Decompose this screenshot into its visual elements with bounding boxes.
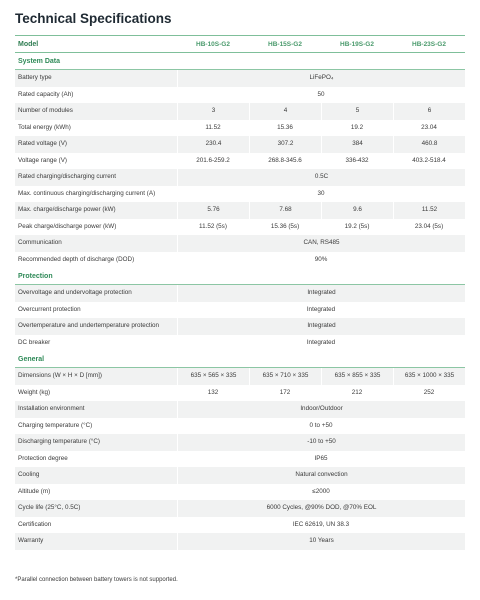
spec-value: 384 bbox=[321, 136, 393, 153]
spec-value-merged: 90% bbox=[177, 252, 465, 269]
spec-label: Certification bbox=[15, 517, 177, 534]
spec-row bbox=[15, 385, 465, 402]
spec-row bbox=[15, 70, 465, 87]
spec-value: 5 bbox=[321, 103, 393, 120]
spec-row bbox=[15, 87, 465, 104]
spec-row bbox=[15, 219, 465, 236]
page-title: Technical Specifications bbox=[15, 11, 172, 26]
spec-row bbox=[15, 451, 465, 468]
spec-value-merged: 30 bbox=[177, 186, 465, 203]
spec-label: Recommended depth of discharge (DOD) bbox=[15, 252, 177, 269]
spec-value: 4 bbox=[249, 103, 321, 120]
spec-label: Dimensions (W × H × D [mm]) bbox=[15, 368, 177, 385]
spec-value: 635 × 1000 × 335 bbox=[393, 368, 465, 385]
spec-value: 268.8-345.6 bbox=[249, 153, 321, 170]
spec-label: Rated charging/discharging current bbox=[15, 169, 177, 186]
spec-row bbox=[15, 533, 465, 550]
table-header-row bbox=[15, 35, 465, 53]
spec-value: 3 bbox=[177, 103, 249, 120]
section-header-row bbox=[15, 351, 465, 368]
spec-value: 172 bbox=[249, 385, 321, 402]
spec-value: 19.2 (5s) bbox=[321, 219, 393, 236]
spec-value: 5.76 bbox=[177, 202, 249, 219]
spec-value: 201.6-259.2 bbox=[177, 153, 249, 170]
spec-row bbox=[15, 418, 465, 435]
spec-value-merged: Integrated bbox=[177, 318, 465, 335]
spec-label: Overvoltage and undervoltage protection bbox=[15, 285, 177, 302]
spec-label: Max. charge/discharge power (kW) bbox=[15, 202, 177, 219]
spec-label: Installation environment bbox=[15, 401, 177, 418]
model-header: Model bbox=[15, 35, 177, 53]
spec-label: Overtemperature and undertemperature protection bbox=[15, 318, 177, 335]
spec-value: 635 × 565 × 335 bbox=[177, 368, 249, 385]
spec-label: Rated capacity (Ah) bbox=[15, 87, 177, 104]
spec-value-merged: IP65 bbox=[177, 451, 465, 468]
spec-label: Communication bbox=[15, 235, 177, 252]
spec-value: 132 bbox=[177, 385, 249, 402]
spec-row bbox=[15, 153, 465, 170]
model-column-header: HB-15S-G2 bbox=[249, 35, 321, 53]
spec-value: 635 × 710 × 335 bbox=[249, 368, 321, 385]
spec-label: Battery type bbox=[15, 70, 177, 87]
spec-value: 7.68 bbox=[249, 202, 321, 219]
spec-table-body bbox=[15, 53, 465, 550]
spec-value: 6 bbox=[393, 103, 465, 120]
spec-value-merged: IEC 62619, UN 38.3 bbox=[177, 517, 465, 534]
spec-value: 15.36 bbox=[249, 120, 321, 137]
model-column-header: HB-10S-G2 bbox=[177, 35, 249, 53]
spec-label: Warranty bbox=[15, 533, 177, 550]
spec-row bbox=[15, 120, 465, 137]
section-title: Protection bbox=[15, 268, 465, 285]
spec-value: 403.2-518.4 bbox=[393, 153, 465, 170]
spec-row bbox=[15, 368, 465, 385]
spec-value: 23.04 (5s) bbox=[393, 219, 465, 236]
spec-label: Protection degree bbox=[15, 451, 177, 468]
spec-value: 635 × 855 × 335 bbox=[321, 368, 393, 385]
spec-row bbox=[15, 186, 465, 203]
spec-label: Charging temperature (°C) bbox=[15, 418, 177, 435]
section-title: General bbox=[15, 351, 465, 368]
spec-value-merged: 10 Years bbox=[177, 533, 465, 550]
spec-row bbox=[15, 136, 465, 153]
spec-label: Number of modules bbox=[15, 103, 177, 120]
spec-value-merged: Integrated bbox=[177, 302, 465, 319]
spec-row bbox=[15, 285, 465, 302]
model-column-header: HB-23S-G2 bbox=[393, 35, 465, 53]
spec-value-merged: ≤2000 bbox=[177, 484, 465, 501]
spec-value-merged: 6000 Cycles, @90% DOD, @70% EOL bbox=[177, 500, 465, 517]
spec-value: 19.2 bbox=[321, 120, 393, 137]
spec-value: 11.52 bbox=[393, 202, 465, 219]
spec-label: DC breaker bbox=[15, 335, 177, 352]
spec-row bbox=[15, 434, 465, 451]
spec-label: Total energy (kWh) bbox=[15, 120, 177, 137]
spec-label: Max. continuous charging/discharging current (A) bbox=[15, 186, 177, 203]
spec-row bbox=[15, 401, 465, 418]
spec-label: Discharging temperature (°C) bbox=[15, 434, 177, 451]
spec-value: 252 bbox=[393, 385, 465, 402]
spec-row bbox=[15, 484, 465, 501]
spec-row bbox=[15, 335, 465, 352]
spec-value: 307.2 bbox=[249, 136, 321, 153]
spec-value-merged: Natural convection bbox=[177, 467, 465, 484]
model-column-header: HB-19S-G2 bbox=[321, 35, 393, 53]
spec-row bbox=[15, 252, 465, 269]
spec-value: 212 bbox=[321, 385, 393, 402]
spec-value: 9.6 bbox=[321, 202, 393, 219]
spec-row bbox=[15, 103, 465, 120]
section-header-row bbox=[15, 268, 465, 285]
spec-value: 230.4 bbox=[177, 136, 249, 153]
spec-row bbox=[15, 202, 465, 219]
spec-row bbox=[15, 500, 465, 517]
spec-value-merged: 0 to +50 bbox=[177, 418, 465, 435]
spec-row bbox=[15, 517, 465, 534]
section-header-row bbox=[15, 53, 465, 70]
spec-value-merged: Indoor/Outdoor bbox=[177, 401, 465, 418]
spec-row bbox=[15, 235, 465, 252]
spec-label: Rated voltage (V) bbox=[15, 136, 177, 153]
spec-label: Weight (kg) bbox=[15, 385, 177, 402]
spec-row bbox=[15, 169, 465, 186]
spec-label: Altitude (m) bbox=[15, 484, 177, 501]
spec-value: 15.36 (5s) bbox=[249, 219, 321, 236]
spec-row bbox=[15, 318, 465, 335]
spec-label: Cycle life (25°C, 0.5C) bbox=[15, 500, 177, 517]
section-title: System Data bbox=[15, 53, 465, 70]
spec-row bbox=[15, 467, 465, 484]
spec-value: 11.52 bbox=[177, 120, 249, 137]
spec-label: Voltage range (V) bbox=[15, 153, 177, 170]
spec-value: 11.52 (5s) bbox=[177, 219, 249, 236]
spec-value: 23.04 bbox=[393, 120, 465, 137]
spec-value-merged: Integrated bbox=[177, 335, 465, 352]
footnote: *Parallel connection between battery towers is not supported. bbox=[15, 577, 178, 583]
spec-label: Cooling bbox=[15, 467, 177, 484]
spec-value: 460.8 bbox=[393, 136, 465, 153]
spec-row bbox=[15, 302, 465, 319]
spec-value-merged: 50 bbox=[177, 87, 465, 104]
spec-label: Overcurrent protection bbox=[15, 302, 177, 319]
spec-value-merged: 0.5C bbox=[177, 169, 465, 186]
spec-value: 336-432 bbox=[321, 153, 393, 170]
spec-value-merged: Integrated bbox=[177, 285, 465, 302]
spec-value-merged: LiFePO₄ bbox=[177, 70, 465, 87]
spec-table bbox=[15, 35, 465, 550]
spec-value-merged: CAN, RS485 bbox=[177, 235, 465, 252]
spec-value-merged: -10 to +50 bbox=[177, 434, 465, 451]
spec-label: Peak charge/discharge power (kW) bbox=[15, 219, 177, 236]
